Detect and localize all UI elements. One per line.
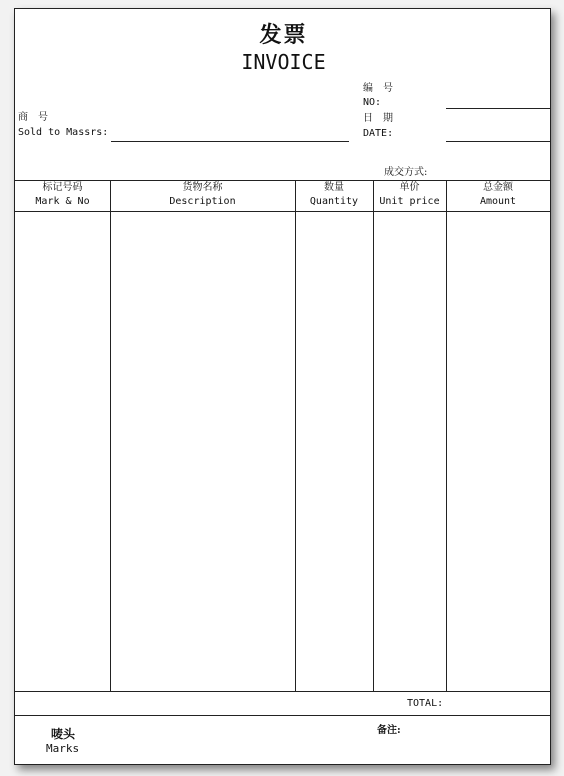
- column-header-en: Quantity: [309, 196, 359, 207]
- buyer-label-cn: 商 号: [18, 112, 48, 123]
- column-header-en: Mark & No: [35, 196, 90, 207]
- table-cell-unit-price[interactable]: [374, 212, 446, 691]
- invoice-number-label-cn: 编 号: [363, 83, 393, 94]
- column-header-en: Amount: [479, 196, 517, 207]
- title-english: INVOICE: [241, 50, 326, 74]
- total-field[interactable]: [447, 693, 550, 714]
- total-label: TOTAL:: [407, 698, 444, 709]
- column-header-en: Description: [169, 196, 236, 207]
- terms-label: 成交方式:: [384, 167, 428, 178]
- marks-label-cn: 唛头: [51, 727, 76, 741]
- buyer-field[interactable]: [111, 141, 349, 142]
- table-bottom-border: [15, 691, 550, 692]
- column-header-quantity: [295, 181, 373, 209]
- column-header-description: [110, 181, 295, 209]
- remarks-label: 备注:: [377, 725, 401, 736]
- table-cell-mark[interactable]: [15, 212, 110, 691]
- table-cell-amount[interactable]: [447, 212, 550, 691]
- column-header-cn: 总金额: [483, 182, 513, 193]
- total-row-border: [15, 715, 550, 716]
- buyer-label-en: Sold to Massrs:: [18, 127, 109, 138]
- column-header-cn: 货物名称: [182, 182, 223, 193]
- invoice-number-field[interactable]: [446, 108, 551, 109]
- invoice-sheet: [14, 8, 551, 765]
- column-header-cn: 数量: [324, 182, 344, 193]
- title-chinese: 发票: [259, 22, 308, 48]
- column-header-en: Unit price: [379, 196, 440, 207]
- date-label-cn: 日 期: [363, 113, 393, 124]
- invoice-number-label-en: NO:: [363, 97, 382, 108]
- date-field[interactable]: [446, 141, 551, 142]
- table-cell-description[interactable]: [111, 212, 295, 691]
- date-label-en: DATE:: [363, 128, 394, 139]
- table-cell-quantity[interactable]: [296, 212, 373, 691]
- column-header-amount: [446, 181, 550, 209]
- column-header-mark: [15, 181, 110, 209]
- column-header-cn: 单价: [399, 182, 420, 193]
- column-header-cn: 标记号码: [42, 182, 83, 193]
- marks-label-en: Marks: [46, 742, 80, 755]
- column-header-unit-price: [373, 181, 446, 209]
